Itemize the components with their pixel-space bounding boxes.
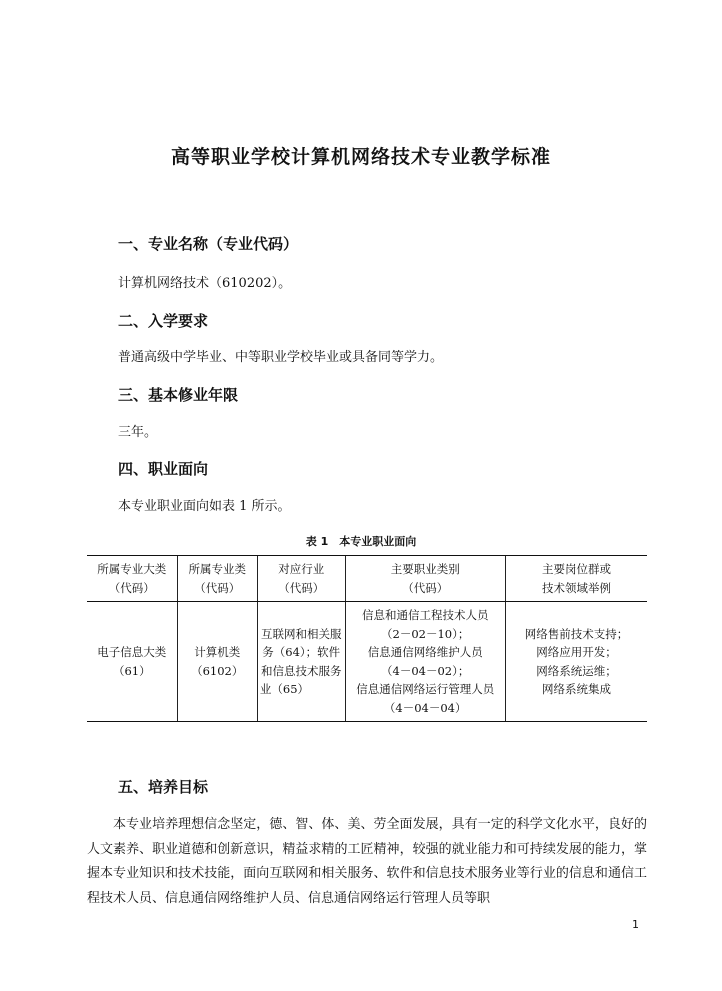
table-header-row xyxy=(87,556,647,602)
section-2-text: 普通高级中学毕业、中等职业学校毕业或具备同等学力。 xyxy=(118,350,444,365)
table-caption: 表 1 本专业职业面向 xyxy=(305,535,417,548)
header-subcategory: 所属专业类 （代码） xyxy=(177,556,257,602)
section-5-heading: 五、培养目标 xyxy=(118,778,209,796)
section-1-text: 计算机网络技术（610202）。 xyxy=(118,276,292,291)
cell-category: 电子信息大类 （61） xyxy=(87,602,177,722)
page-title: 高等职业学校计算机网络技术专业教学标准 xyxy=(170,146,551,168)
cell-subcategory: 计算机类 （6102） xyxy=(177,602,257,722)
occupation-table xyxy=(87,555,647,722)
header-industry: 对应行业 （代码） xyxy=(257,556,345,602)
cell-occupations: 信息和通信工程技术人员 （2－02－10）； 信息通信网络维护人员 （4－04－02）； 信息通信网络运行管理人员 （4－04－04） xyxy=(345,602,505,722)
section-1-heading: 一、专业名称（专业代码） xyxy=(118,235,299,253)
header-category: 所属专业大类 （代码） xyxy=(87,556,177,602)
cell-positions: 网络售前技术支持； 网络应用开发； 网络系统运维； 网络系统集成 xyxy=(505,602,647,722)
page-number: 1 xyxy=(632,918,639,931)
header-positions: 主要岗位群或 技术领域举例 xyxy=(505,556,647,602)
header-occupation: 主要职业类别 （代码） xyxy=(345,556,505,602)
table-row xyxy=(87,602,647,722)
section-3-text: 三年。 xyxy=(118,425,158,440)
section-4-text: 本专业职业面向如表 1 所示。 xyxy=(118,499,291,514)
cell-industry: 互联网和相关服务（64）；软件和信息技术服务业（65） xyxy=(257,602,345,722)
section-5-text: 本专业培养理想信念坚定，德、智、体、美、劳全面发展，具有一定的科学文化水平，良好的人文素养、职业道德和创新意识，精益求精的工匠精神，较强的就业能力和可持续发展的能力，掌握本专业知识和技术技能，面向互联网和相关服务、软件和信息技术服务业等行业的信息和通信工程技术人员、信息通信网络维护人员、信息通信网络运行管理人员等职 xyxy=(87,817,647,906)
section-3-heading: 三、基本修业年限 xyxy=(118,386,239,404)
section-2-heading: 二、入学要求 xyxy=(118,312,209,330)
section-4-heading: 四、职业面向 xyxy=(118,460,209,478)
